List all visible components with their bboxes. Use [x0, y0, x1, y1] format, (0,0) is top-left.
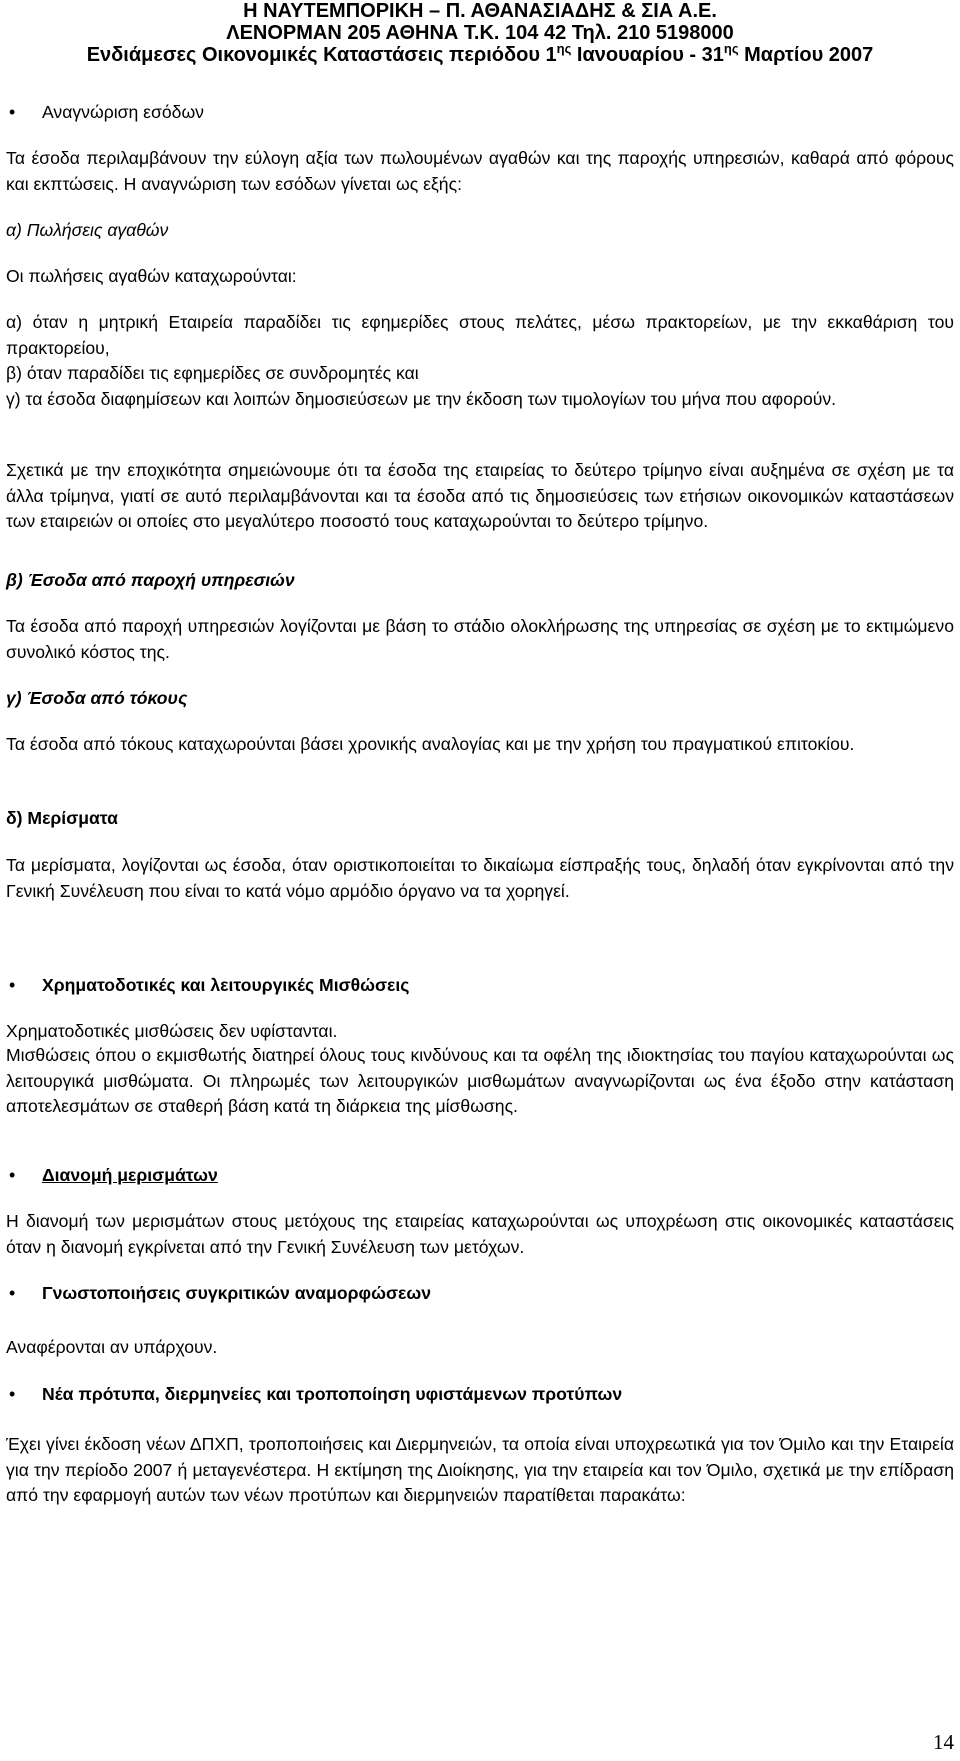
header-company: Η ΝΑΥΤΕΜΠΟΡΙΚΗ – Π. ΑΘΑΝΑΣΙΑΔΗΣ & ΣΙΑ Α.Ε. — [243, 0, 717, 22]
sub-a-item-3: γ) τα έσοδα διαφημίσεων και λοιπών δημοσιεύσεων με την έκδοση των τιμολογίων του μήνα που αφορούν. — [6, 388, 837, 409]
comparatives-text: Αναφέρονται αν υπάρχουν. — [6, 1337, 218, 1357]
sub-a-list — [6, 310, 954, 412]
sub-b-title: β) Έσοδα από παροχή υπηρεσιών — [6, 570, 295, 590]
sub-d-title: δ) Μερίσματα — [6, 808, 118, 828]
sub-a-title: α) Πωλήσεις αγαθών — [6, 220, 169, 240]
bullet-icon: • — [9, 102, 16, 122]
leases-heading: Χρηματοδοτικές και λειτουργικές Μισθώσεις — [42, 975, 410, 995]
page-header — [0, 0, 960, 66]
leases-line-1: Χρηματοδοτικές μισθώσεις δεν υφίστανται. — [6, 1021, 338, 1041]
page-number: 14 — [933, 1730, 954, 1754]
revenue-heading: Αναγνώριση εσόδων — [42, 102, 204, 122]
sub-c-text: Τα έσοδα από τόκους καταχωρούνται βάσει χρονικής αναλογίας και με την χρήση του πραγματικού επιτοκίου. — [6, 734, 855, 754]
sub-c-title: γ) Έσοδα από τόκους — [6, 688, 188, 708]
comparatives-heading: Γνωστοποιήσεις συγκριτικών αναμορφώσεων — [42, 1283, 431, 1303]
leases-line-2: Μισθώσεις όπου ο εκμισθωτής διατηρεί όλους τους κινδύνους και τα οφέλη της ιδιοκτησίας του παγίου καταχωρούνται ως λειτουργικά μισθώματα. Οι πληρωμές των λειτουργικών μισθωμάτων αναγνωρίζονται ως ένα έξοδο στην κατάσταση αποτελεσμάτων σε σταθερή βάση κατά τη διάρκεια της μίσθωσης. — [6, 1045, 954, 1116]
sub-a-lead: Οι πωλήσεις αγαθών καταχωρούνται: — [6, 266, 297, 286]
bullet-icon: • — [9, 975, 16, 995]
standards-text: Έχει γίνει έκδοση νέων ΔΠΧΠ, τροποποιήσεις και Διερμηνειών, τα οποία είναι υποχρεωτικά για τον Όμιλο και την Εταιρεία για την περίοδο 2007 ή μεταγενέστερα. Η εκτίμηση της Διοίκησης, για την εταιρεία και τον Όμιλο, σχετικά με την επίδραση από την εφαρμογή αυτών των νέων προτύπων και διερμηνειών παρατίθεται παρακάτω: — [6, 1434, 954, 1505]
seasonality-note: Σχετικά με την εποχικότητα σημειώνουμε ότι τα έσοδα της εταιρείας το δεύτερο τρίμηνο είναι αυξημένα σε σχέση με τα άλλα τρίμηνα, γιατί σε αυτό περιλαμβάνονται και τα έσοδα από τις δημοσιεύσεις των ετήσιων οικονομικών καταστάσεων των εταιρειών οι οποίες στο μεγαλύτερο ποσοστό τους καταχωρούνται το δεύτερο τρίμηνο. — [6, 460, 954, 531]
revenue-intro: Τα έσοδα περιλαμβάνουν την εύλογη αξία των πωλουμένων αγαθών και της παροχής υπηρεσιών, καθαρά από φόρους και εκπτώσεις. Η αναγνώριση των εσόδων γίνεται ως εξής: — [6, 148, 954, 194]
sub-a-item-2: β) όταν παραδίδει τις εφημερίδες σε συνδρομητές και — [6, 363, 419, 383]
header-address: ΛΕΝΟΡΜΑΝ 205 ΑΘΗΝΑ Τ.Κ. 104 42 Τηλ. 210 5198000 — [226, 22, 734, 44]
bullet-icon: • — [9, 1165, 16, 1185]
bullet-icon: • — [9, 1283, 16, 1303]
sub-a-item-1: α) όταν η μητρική Εταιρεία παραδίδει τις εφημερίδες στους πελάτες, μέσω πρακτορείων, με την εκκαθάριση του πρακτορείου, — [6, 312, 954, 358]
dividends-text: Η διανομή των μερισμάτων στους μετόχους της εταιρείας καταχωρούνται ως υποχρέωση στις οικονομικές καταστάσεις όταν η διανομή εγκρίνεται από την Γενική Συνέλευση των μετόχων. — [6, 1211, 954, 1257]
sub-b-text: Τα έσοδα από παροχή υπηρεσιών λογίζονται με βάση το στάδιο ολοκλήρωσης της υπηρεσίας σε σχέση με το εκτιμώμενο συνολικό κόστος της. — [6, 616, 954, 662]
dividends-heading: Διανομή μερισμάτων — [42, 1165, 218, 1185]
bullet-icon: • — [9, 1384, 16, 1404]
standards-heading: Νέα πρότυπα, διερμηνείες και τροποποίηση υφιστάμενων προτύπων — [42, 1384, 623, 1404]
sub-d-text: Τα μερίσματα, λογίζονται ως έσοδα, όταν οριστικοποιείται το δικαίωμα είσπραξής τους, δηλαδή όταν εγκρίνονται από την Γενική Συνέλευση που είναι το κατά νόμο αρμόδιο όργανο να τα χορηγεί. — [6, 855, 954, 901]
header-period: Ενδιάμεσες Οικονομικές Καταστάσεις περιόδου $1^{\eta\varsigma}$ Ιανουαρίου - $31^{\eta\varsigma}$ Μαρτίου 2007 — [86, 41, 874, 66]
